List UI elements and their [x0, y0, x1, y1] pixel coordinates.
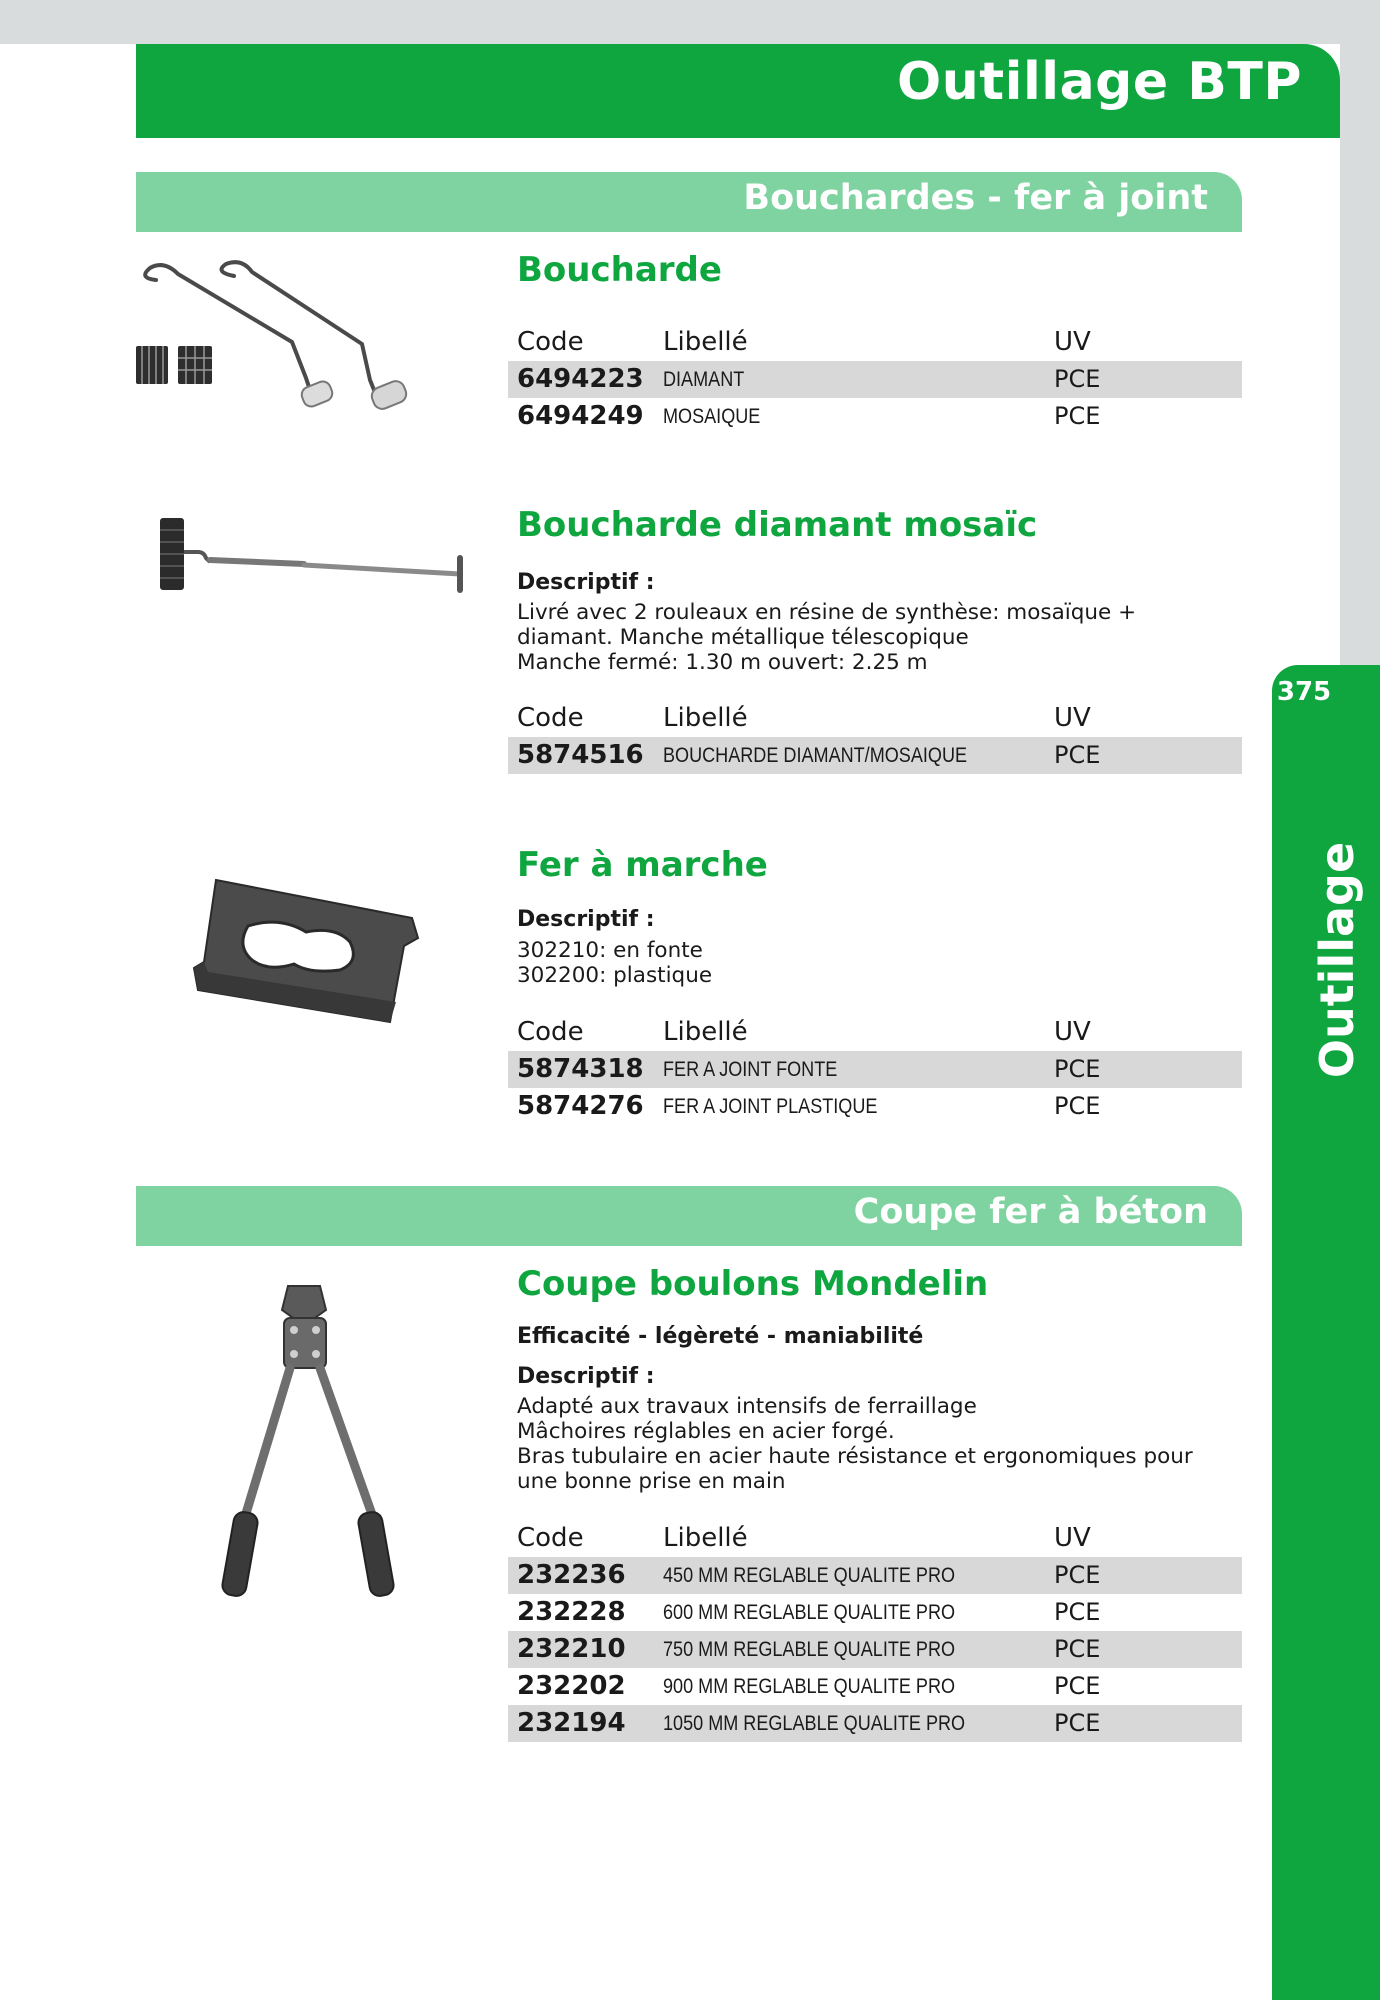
row-code: 5874516 [517, 740, 644, 770]
header-libelle: Libellé [663, 1523, 748, 1553]
step-iron-icon [190, 872, 422, 1032]
header-code: Code [517, 1017, 584, 1047]
row-uv: PCE [1054, 1598, 1101, 1626]
table-row[interactable] [508, 398, 1242, 435]
row-uv: PCE [1054, 402, 1101, 430]
row-uv: PCE [1054, 1561, 1101, 1589]
product-subtitle: Efficacité - légèreté - maniabilité [517, 1324, 924, 1349]
description-line: 302210: en fonte [517, 938, 703, 963]
row-code: 5874276 [517, 1091, 644, 1121]
side-tab-label: Outillage [1310, 841, 1364, 1079]
description-line: Bras tubulaire en acier haute résistance et ergonomiques pour [517, 1444, 1193, 1469]
table-header [508, 324, 1242, 361]
bolt-cutter-icon [216, 1280, 402, 1602]
row-code: 232236 [517, 1560, 626, 1590]
row-code: 5874318 [517, 1054, 644, 1084]
product-table [508, 1014, 1242, 1125]
row-uv: PCE [1054, 1672, 1101, 1700]
header-libelle: Libellé [663, 703, 748, 733]
row-code: 6494249 [517, 401, 644, 431]
row-uv: PCE [1054, 1635, 1101, 1663]
header-code: Code [517, 327, 584, 357]
table-header [508, 1520, 1242, 1557]
descriptif-label: Descriptif : [517, 570, 655, 595]
product-title: Boucharde diamant mosaïc [517, 505, 1038, 545]
description-line: Manche fermé: 1.30 m ouvert: 2.25 m [517, 650, 928, 675]
row-uv: PCE [1054, 1092, 1101, 1120]
product-title: Fer à marche [517, 845, 768, 885]
product-description [517, 600, 1136, 675]
header-uv: UV [1054, 1523, 1091, 1553]
description-line: 302200: plastique [517, 963, 713, 988]
row-libelle: FER A JOINT PLASTIQUE [663, 1095, 878, 1118]
header-uv: UV [1054, 1017, 1091, 1047]
row-libelle: 600 MM REGLABLE QUALITE PRO [663, 1601, 956, 1624]
row-code: 232210 [517, 1634, 626, 1664]
table-header [508, 700, 1242, 737]
telescopic-roller-icon [154, 508, 470, 600]
right-margin-band [1340, 0, 1380, 665]
product-table [508, 1520, 1242, 1742]
row-libelle: BOUCHARDE DIAMANT/MOSAIQUE [663, 744, 968, 767]
description-line: Adapté aux travaux intensifs de ferraillage [517, 1394, 977, 1419]
section-title: Coupe fer à béton [853, 1192, 1208, 1232]
section-header-bouchardes [136, 172, 1242, 232]
row-libelle: DIAMANT [663, 368, 745, 391]
product-table [508, 700, 1242, 774]
descriptif-label: Descriptif : [517, 907, 655, 932]
row-uv: PCE [1054, 741, 1101, 769]
header-uv: UV [1054, 327, 1091, 357]
table-row[interactable] [508, 1088, 1242, 1125]
product-title: Boucharde [517, 250, 722, 290]
row-uv: PCE [1054, 365, 1101, 393]
product-description [517, 938, 712, 988]
row-libelle: 1050 MM REGLABLE QUALITE PRO [663, 1712, 966, 1735]
header-code: Code [517, 703, 584, 733]
row-libelle: FER A JOINT FONTE [663, 1058, 838, 1081]
table-row[interactable] [508, 1668, 1242, 1705]
description-line: une bonne prise en main [517, 1469, 786, 1494]
row-libelle: MOSAIQUE [663, 405, 761, 428]
section-title: Bouchardes - fer à joint [743, 178, 1208, 218]
table-row[interactable] [508, 1051, 1242, 1088]
page-number: 375 [1276, 677, 1332, 707]
header-code: Code [517, 1523, 584, 1553]
page-title: Outillage BTP [897, 52, 1302, 112]
description-line: Livré avec 2 rouleaux en résine de synthèse: mosaïque + [517, 600, 1137, 625]
descriptif-label: Descriptif : [517, 1364, 655, 1389]
header-libelle: Libellé [663, 327, 748, 357]
row-code: 232194 [517, 1708, 626, 1738]
table-row[interactable] [508, 737, 1242, 774]
product-description [517, 1394, 1193, 1494]
row-libelle: 750 MM REGLABLE QUALITE PRO [663, 1638, 956, 1661]
section-header-coupe-fer [136, 1186, 1242, 1246]
header-uv: UV [1054, 703, 1091, 733]
table-row[interactable] [508, 1557, 1242, 1594]
table-row[interactable] [508, 1705, 1242, 1742]
page-header [136, 44, 1340, 138]
table-row[interactable] [508, 361, 1242, 398]
table-row[interactable] [508, 1594, 1242, 1631]
top-margin-band [0, 0, 1380, 44]
table-row[interactable] [508, 1631, 1242, 1668]
row-code: 6494223 [517, 364, 644, 394]
header-libelle: Libellé [663, 1017, 748, 1047]
side-tab[interactable] [1272, 665, 1380, 2000]
row-libelle: 900 MM REGLABLE QUALITE PRO [663, 1675, 956, 1698]
row-libelle: 450 MM REGLABLE QUALITE PRO [663, 1564, 956, 1587]
product-title: Coupe boulons Mondelin [517, 1264, 989, 1304]
description-line: Mâchoires réglables en acier forgé. [517, 1419, 895, 1444]
row-uv: PCE [1054, 1055, 1101, 1083]
description-line: diamant. Manche métallique télescopique [517, 625, 969, 650]
product-table [508, 324, 1242, 435]
row-code: 232228 [517, 1597, 626, 1627]
table-header [508, 1014, 1242, 1051]
row-uv: PCE [1054, 1709, 1101, 1737]
row-code: 232202 [517, 1671, 626, 1701]
roller-tool-icon [134, 258, 484, 430]
